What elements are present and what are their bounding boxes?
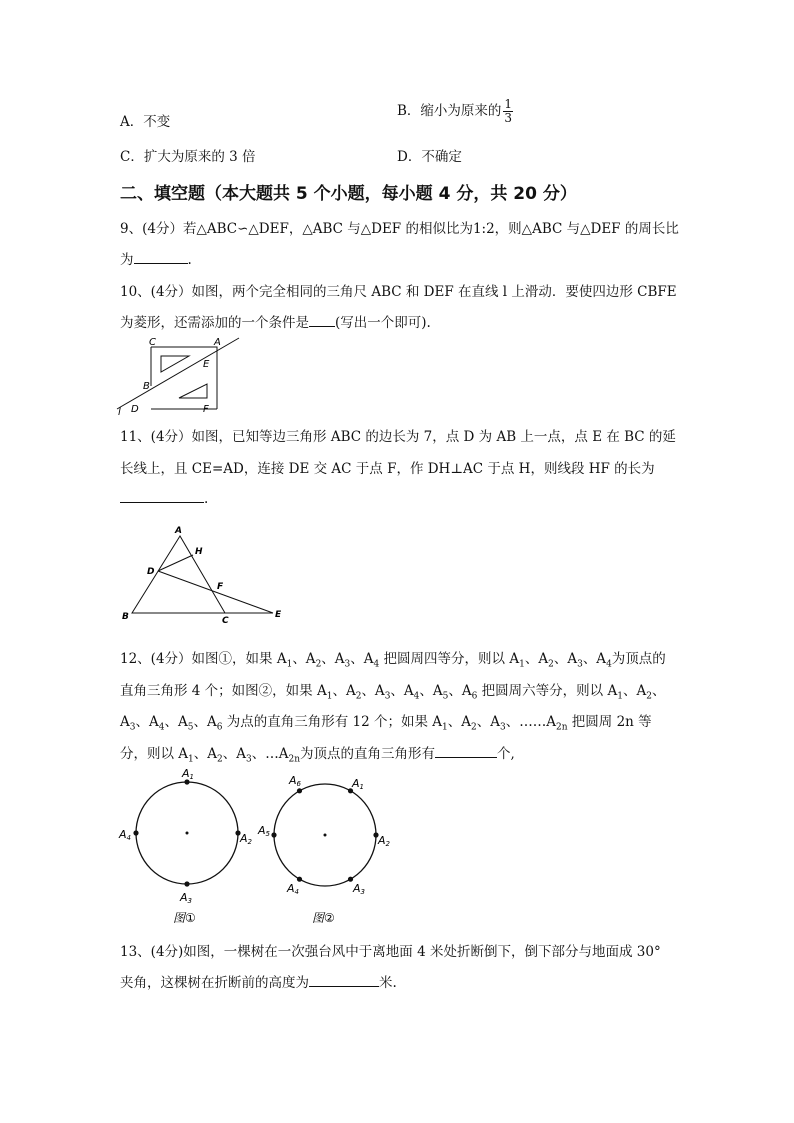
label-a3: A3 — [353, 882, 365, 896]
option-c: C．扩大为原来的 3 倍 — [120, 149, 256, 165]
fraction-denominator: 3 — [504, 111, 513, 125]
q9-prefix: 为 — [120, 252, 134, 268]
sub: 3 — [344, 659, 351, 670]
sub: 2 — [315, 659, 322, 670]
point-a4 — [297, 877, 302, 882]
q11-line2: 长线上，且 CE=AD，连接 DE 交 AC 于点 F，作 DH⊥AC 于点 H，则线段 HF 的长为 — [120, 461, 655, 477]
text: 、A — [419, 683, 443, 699]
label-a4: A4 — [119, 828, 131, 842]
q12-line2 — [120, 679, 665, 702]
text: 、A — [524, 651, 549, 667]
sub: 1 — [326, 691, 333, 702]
text: 把圆周四等分，则以 A — [379, 651, 520, 667]
fraction-numerator: 1 — [504, 97, 513, 111]
label-d: D — [131, 404, 139, 415]
text: 为点的直角三角形有 12 个；如果 A — [222, 714, 443, 730]
text: 、A — [582, 651, 607, 667]
text: 、A — [222, 746, 247, 762]
text: 、A — [553, 651, 578, 667]
text: 直角三角形 4 个；如图②，如果 A — [120, 683, 327, 699]
q11-suffix: . — [204, 491, 209, 507]
text: 、A — [193, 746, 218, 762]
center-dot-1 — [186, 832, 189, 835]
q11-line3 — [120, 488, 208, 507]
point-a4 — [133, 830, 138, 835]
label-e: E — [203, 359, 210, 370]
section-heading: 二、填空题（本大题共 5 个小题，每小题 4 分，共 20 分） — [120, 184, 577, 204]
sub: 3 — [384, 691, 391, 702]
q9-answer-blank — [134, 249, 188, 264]
text: 12、(4分）如图①，如果 A — [120, 651, 287, 667]
sub: 2 — [646, 691, 652, 702]
sub: 2 — [217, 754, 223, 765]
text: 、A — [164, 714, 188, 730]
line-l — [117, 338, 239, 409]
q10-line1: 10、(4分）如图，两个完全相同的三角尺 ABC 和 DEF 在直线 l 上滑动．要使四边形 CBFE — [120, 284, 677, 300]
triangle-abc — [132, 536, 225, 613]
text: 、……A — [505, 714, 556, 730]
q13-suffix: 米. — [379, 975, 397, 991]
label-a1: A1 — [182, 767, 194, 781]
sub: 5 — [187, 722, 194, 733]
text: 为顶点的 — [611, 651, 666, 667]
label-a: A — [214, 337, 221, 348]
sub: 4 — [158, 722, 165, 733]
label-a2: A2 — [378, 834, 390, 848]
option-d: D．不确定 — [397, 149, 462, 165]
text: 、A — [193, 714, 217, 730]
q13-prefix: 夹角，这棵树在折断前的高度为 — [120, 975, 309, 991]
sub: 3 — [577, 659, 583, 670]
sub: 1 — [442, 722, 448, 733]
q10-triangle-rulers-figure — [115, 336, 245, 416]
sub: 3 — [500, 722, 506, 733]
text: 个, — [497, 746, 515, 762]
text: A — [120, 714, 130, 730]
sub: 2 — [471, 722, 477, 733]
label-l: l — [118, 407, 121, 416]
segment-de — [158, 571, 273, 613]
figure-1-circle-four-points — [118, 767, 253, 925]
text: 、A — [332, 683, 356, 699]
label-d: D — [147, 567, 155, 577]
text: 把圆周六等分，则以 A — [477, 683, 618, 699]
figure-2-circle-six-points — [257, 774, 391, 925]
option-b — [397, 98, 513, 125]
q10-line2 — [120, 311, 431, 331]
text: 、…A — [251, 746, 289, 762]
q9-line2 — [120, 248, 192, 268]
q9-suffix: . — [187, 252, 192, 268]
q11-line1: 11、(4分）如图，已知等边三角形 ABC 的边长为 7，点 D 为 AB 上一点，点 E 在 BC 的延 — [120, 429, 676, 445]
text: 、A — [476, 714, 500, 730]
q10-suffix: (写出一个即可). — [335, 315, 431, 331]
text: 分，则以 A — [120, 746, 189, 762]
sub: 2 — [548, 659, 554, 670]
sub: 2 — [355, 691, 362, 702]
center-dot-2 — [324, 834, 327, 837]
sub: 3 — [246, 754, 252, 765]
label-h: H — [195, 547, 203, 557]
sub: 5 — [442, 691, 449, 702]
sub: 1 — [286, 659, 293, 670]
inner-triangle-lower — [179, 384, 207, 398]
sub: 3 — [129, 722, 136, 733]
sub: 1 — [188, 754, 194, 765]
label-a1: A1 — [352, 777, 364, 791]
label-a3: A3 — [180, 891, 192, 905]
sub: 6 — [216, 722, 223, 733]
q12-line3 — [120, 710, 652, 733]
label-a5: A5 — [258, 824, 270, 838]
sub: 4 — [373, 659, 380, 670]
sub: 1 — [617, 691, 623, 702]
sub: 4 — [606, 659, 612, 670]
text: 、A — [135, 714, 159, 730]
text: 把圆周 2n 等 — [567, 714, 652, 730]
q12-line1 — [120, 647, 666, 670]
sub: 2n — [288, 754, 301, 765]
q11-answer-blank — [120, 488, 204, 503]
q13-line1: 13、(4分)如图，一棵树在一次强台风中于离地面 4 米处折断倒下，倒下部分与地面成 30° — [120, 944, 661, 960]
q12-line4 — [120, 742, 515, 765]
text: 、A — [622, 683, 647, 699]
text: 、A — [321, 651, 345, 667]
text: 、A — [361, 683, 385, 699]
q10-answer-blank — [309, 312, 335, 327]
q13-line2 — [120, 971, 397, 991]
text: 、A — [292, 651, 316, 667]
sub: 6 — [471, 691, 478, 702]
q9-line1: 9、(4分）若△ABC∽△DEF，△ABC 与△DEF 的相似比为1:2，则△ABC 与△DEF 的周长比 — [120, 221, 679, 237]
q10-prefix: 为菱形，还需添加的一个条件是 — [120, 315, 309, 331]
q12-answer-blank — [435, 743, 497, 758]
label-b: B — [122, 612, 129, 622]
label-a2: A2 — [240, 832, 252, 846]
label-a: A — [175, 526, 182, 536]
label-f: F — [217, 582, 224, 592]
label-c: C — [222, 616, 229, 626]
text: 、 — [651, 683, 666, 699]
q13-answer-blank — [309, 972, 379, 987]
sub: 4 — [413, 691, 420, 702]
point-a5 — [271, 832, 276, 837]
option-b-text: B．缩小为原来的 — [397, 103, 502, 119]
q12-circle-figures — [110, 765, 410, 930]
option-a: A．不变 — [120, 114, 171, 130]
label-a6: A6 — [289, 774, 301, 788]
text: 、A — [448, 683, 472, 699]
sub: 2n — [555, 722, 568, 733]
text: 、A — [390, 683, 414, 699]
point-a3 — [184, 881, 189, 886]
text: 、A — [350, 651, 374, 667]
text: 为顶点的直角三角形有 — [300, 746, 436, 762]
text: 、A — [447, 714, 472, 730]
q11-equilateral-triangle-figure — [115, 522, 295, 627]
sub: 1 — [519, 659, 525, 670]
label-a4: A4 — [287, 882, 299, 896]
label-f: F — [203, 404, 209, 415]
point-a6 — [297, 788, 302, 793]
figure-1-caption: 图① — [173, 911, 196, 925]
fraction-one-third — [503, 98, 513, 125]
label-c: C — [149, 337, 156, 348]
label-b: B — [143, 381, 150, 392]
label-e: E — [275, 610, 282, 620]
figure-2-caption: 图② — [312, 911, 335, 925]
